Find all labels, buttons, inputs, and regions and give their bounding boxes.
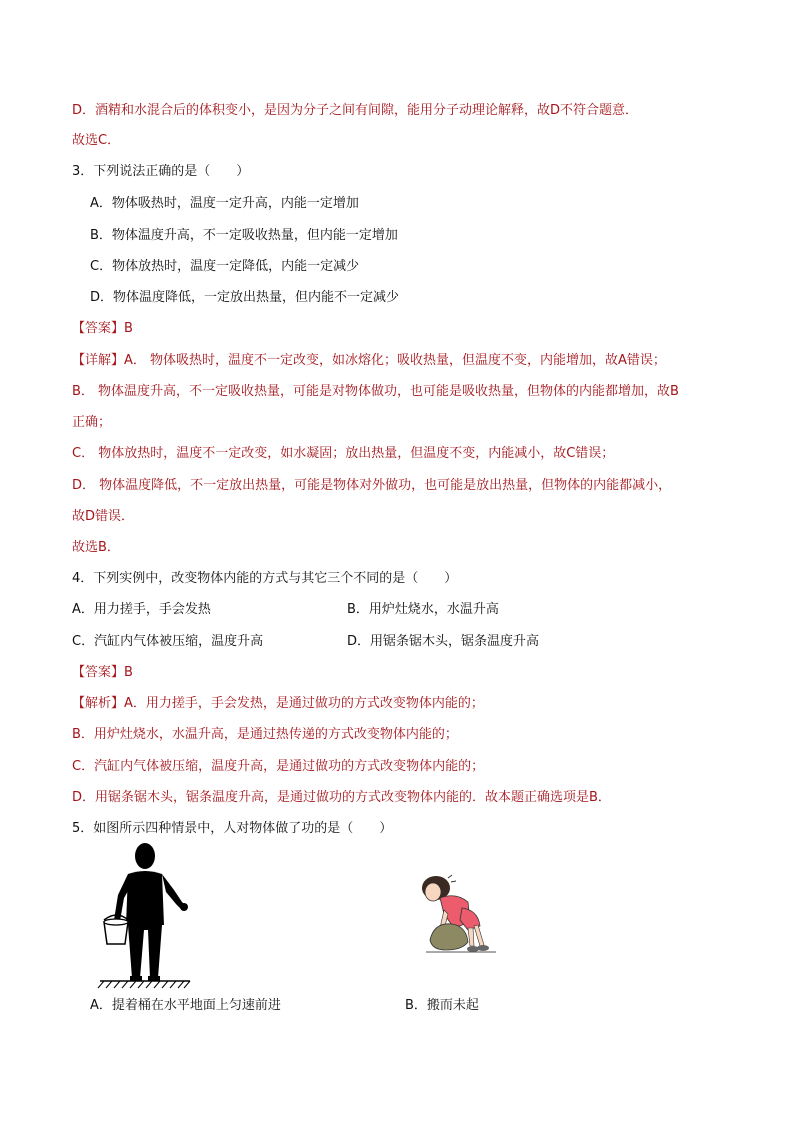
detail-line-a: 【详解】A． 物体吸热时，温度不一定改变，如冰熔化；吸收热量，但温度不变，内能增加，故A错误；: [72, 353, 666, 368]
detail-conclusion: 故选B．: [72, 540, 120, 555]
analysis-line-d: D．酒精和水混合后的体积变小，是因为分子之间有间隙，能用分子动理论解释，故D不符合题意．: [72, 103, 639, 118]
question-5-stem: 5．如图所示四种情景中，人对物体做了功的是（ ）: [72, 821, 393, 836]
figure-b-caption: B．搬而未起: [405, 998, 479, 1013]
figure-man-carrying-bucket: [90, 840, 200, 990]
question-4-option-a: A．用力搓手，手会发热: [72, 602, 211, 617]
question-4-option-d: D．用锯条锯木头，锯条温度升高: [347, 634, 540, 649]
explanation-line-d: D．用锯条锯木头，锯条温度升高，是通过做功的方式改变物体内能的．故本题正确选项是B．: [72, 790, 611, 805]
detail-line-b: B． 物体温度升高，不一定吸收热量，可能是对物体做功，也可能是吸收热量，但物体的内能都增加，故B: [72, 384, 679, 399]
detail-line-c: C． 物体放热时，温度不一定改变，如水凝固；放出热量，但温度不变，内能减小，故C错误；: [72, 446, 615, 461]
figure-girl-lifting-rock: [410, 870, 505, 960]
explanation-line-a: 【解析】A．用力搓手，手会发热，是通过做功的方式改变物体内能的；: [72, 696, 484, 711]
question-3-option-b: B．物体温度升高，不一定吸收热量，但内能一定增加: [90, 228, 398, 243]
explanation-line-c: C．汽缸内气体被压缩，温度升高，是通过做功的方式改变物体内能的；: [72, 759, 485, 774]
question-4-option-b: B．用炉灶烧水，水温升高: [347, 602, 499, 617]
question-4-stem: 4．下列实例中，改变物体内能的方式与其它三个不同的是（ ）: [72, 571, 458, 586]
figure-a-caption: A．提着桶在水平地面上匀速前进: [90, 998, 281, 1013]
detail-line-d: D． 物体温度降低，不一定放出热量，可能是物体对外做功，也可能是放出热量，但物体的内能都减小，: [72, 478, 672, 493]
question-3-option-c: C．物体放热时，温度一定降低，内能一定减少: [90, 259, 360, 274]
question-4-option-c: C．汽缸内气体被压缩，温度升高: [72, 634, 264, 649]
question-3-option-d: D．物体温度降低，一定放出热量，但内能不一定减少: [90, 290, 400, 305]
conclusion-line: 故选C．: [72, 133, 121, 148]
question-3-answer: 【答案】B: [72, 321, 133, 336]
question-3-stem: 3．下列说法正确的是（ ）: [72, 164, 250, 179]
question-4-answer: 【答案】B: [72, 665, 133, 680]
explanation-line-b: B．用炉灶烧水，水温升高，是通过热传递的方式改变物体内能的；: [72, 727, 458, 742]
detail-line-b-cont: 正确；: [72, 415, 112, 430]
question-3-option-a: A．物体吸热时，温度一定升高，内能一定增加: [90, 196, 359, 211]
detail-line-d-cont: 故D错误．: [72, 509, 135, 524]
